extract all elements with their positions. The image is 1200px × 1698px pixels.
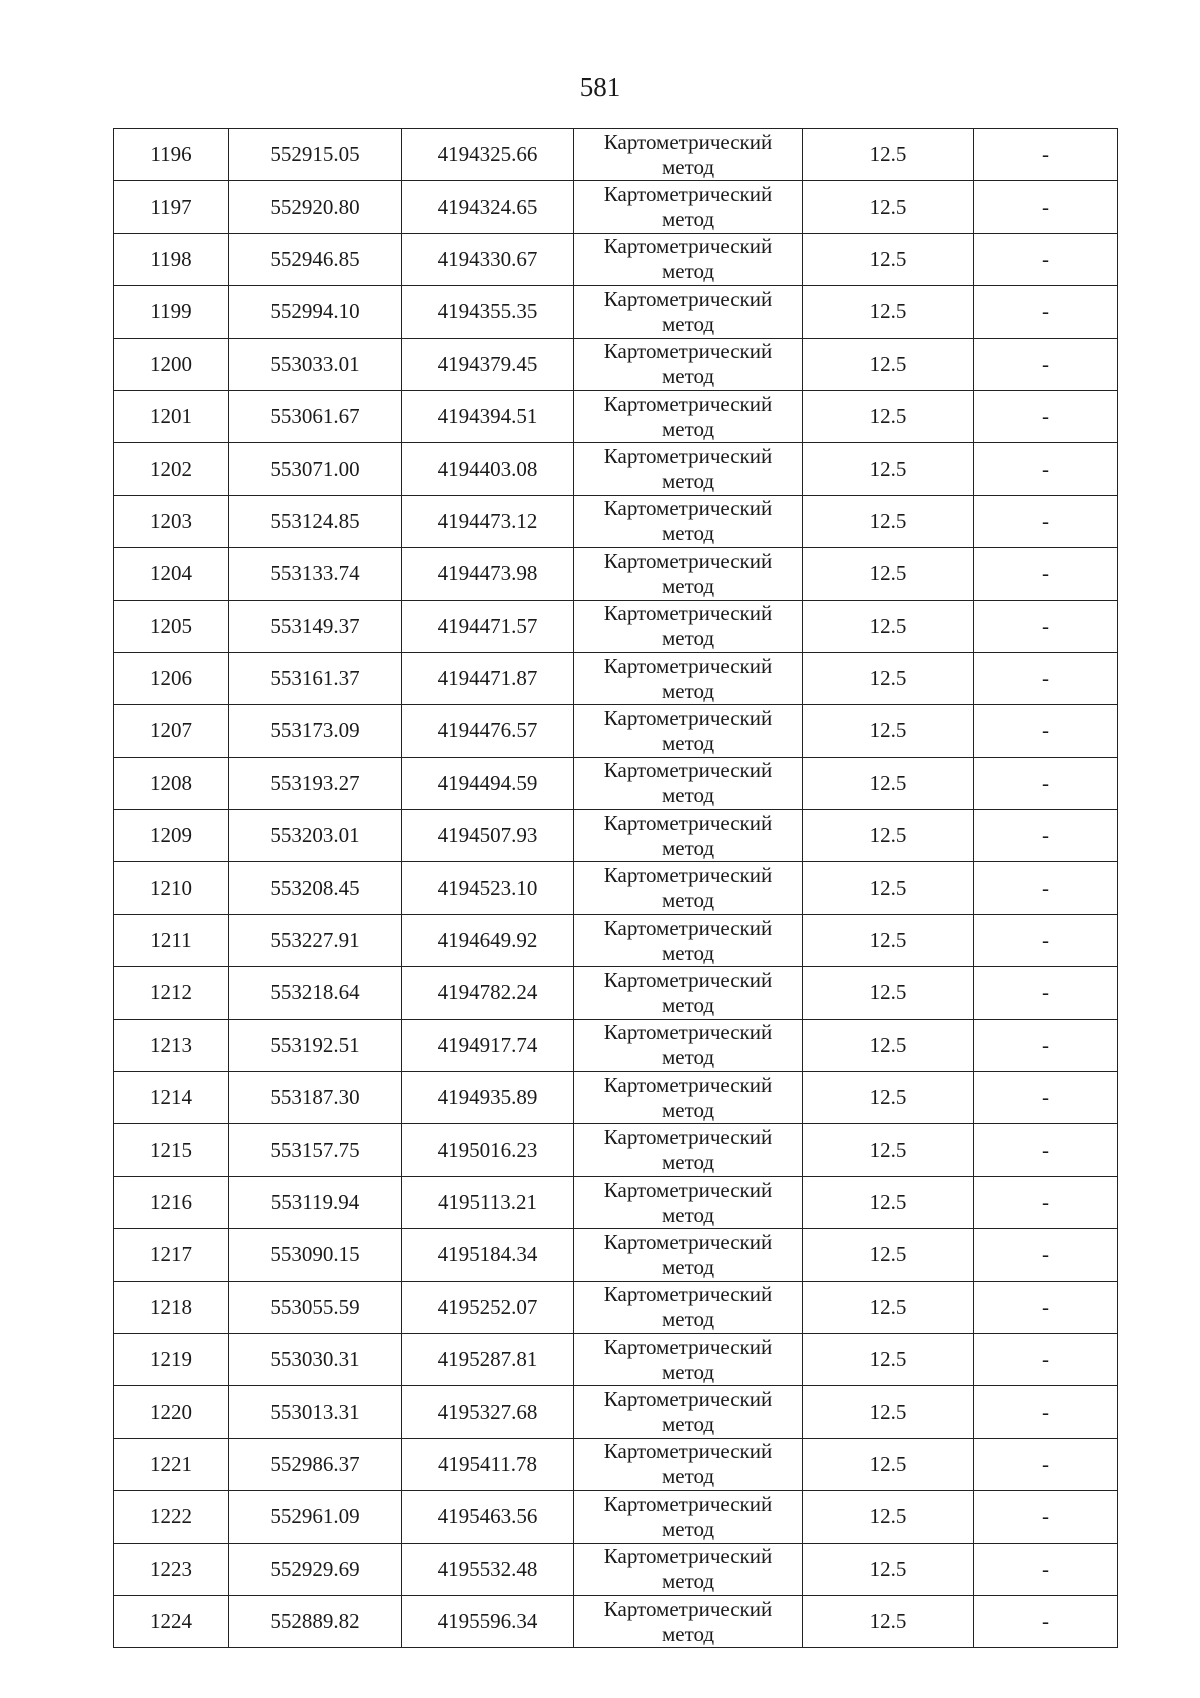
y-coordinate: 4194523.10 [402,862,574,914]
x-coordinate: 553203.01 [229,810,402,862]
point-number: 1196 [114,129,229,181]
determination-method [574,390,803,442]
method-line-1: Картометрический [603,1125,773,1150]
accuracy: 12.5 [803,286,974,338]
method-line-1: Картометрический [603,1020,773,1045]
table-row [114,1595,1118,1647]
x-coordinate: 553033.01 [229,338,402,390]
method-line-2: метод [661,1045,715,1070]
accuracy: 12.5 [803,967,974,1019]
note: - [974,1281,1118,1333]
point-number: 1208 [114,757,229,809]
y-coordinate: 4194403.08 [402,443,574,495]
point-number: 1214 [114,1072,229,1124]
method-line-2: метод [661,888,715,913]
table-row [114,757,1118,809]
y-coordinate: 4195184.34 [402,1229,574,1281]
table-row [114,1176,1118,1228]
method-line-2: метод [661,311,715,336]
y-coordinate: 4194394.51 [402,390,574,442]
table-row [114,1333,1118,1385]
determination-method [574,1019,803,1071]
y-coordinate: 4194473.98 [402,548,574,600]
point-number: 1212 [114,967,229,1019]
note: - [974,705,1118,757]
note: - [974,1176,1118,1228]
accuracy: 12.5 [803,1124,974,1176]
table-row [114,443,1118,495]
y-coordinate: 4194476.57 [402,705,574,757]
accuracy: 12.5 [803,810,974,862]
method-line-2: метод [661,1097,715,1122]
point-number: 1218 [114,1281,229,1333]
point-number: 1207 [114,705,229,757]
method-line-2: метод [661,1621,715,1646]
note: - [974,129,1118,181]
determination-method [574,1176,803,1228]
determination-method [574,495,803,547]
y-coordinate: 4195016.23 [402,1124,574,1176]
table-row [114,390,1118,442]
method-line-1: Картометрический [603,810,773,835]
accuracy: 12.5 [803,1176,974,1228]
accuracy: 12.5 [803,757,974,809]
x-coordinate: 553013.31 [229,1386,402,1438]
point-number: 1199 [114,286,229,338]
y-coordinate: 4194330.67 [402,233,574,285]
table-body [114,129,1118,1648]
x-coordinate: 552946.85 [229,233,402,285]
point-number: 1211 [114,914,229,966]
determination-method [574,1438,803,1490]
note: - [974,443,1118,495]
table-row [114,1019,1118,1071]
accuracy: 12.5 [803,338,974,390]
determination-method [574,548,803,600]
note: - [974,1124,1118,1176]
table-row [114,1438,1118,1490]
method-line-2: метод [661,1412,715,1437]
x-coordinate: 553187.30 [229,1072,402,1124]
table-row [114,286,1118,338]
note: - [974,390,1118,442]
table-row [114,1072,1118,1124]
accuracy: 12.5 [803,1543,974,1595]
method-line-1: Картометрический [603,758,773,783]
y-coordinate: 4194507.93 [402,810,574,862]
note: - [974,1019,1118,1071]
method-line-1: Картометрический [603,391,773,416]
note: - [974,181,1118,233]
determination-method [574,443,803,495]
method-line-1: Картометрический [603,705,773,730]
table-row [114,129,1118,181]
x-coordinate: 553208.45 [229,862,402,914]
y-coordinate: 4195252.07 [402,1281,574,1333]
point-number: 1213 [114,1019,229,1071]
method-line-1: Картометрический [603,286,773,311]
y-coordinate: 4195596.34 [402,1595,574,1647]
determination-method [574,233,803,285]
y-coordinate: 4194471.87 [402,652,574,704]
method-line-2: метод [661,783,715,808]
method-line-2: метод [661,626,715,651]
method-line-1: Картометрический [603,1387,773,1412]
coordinates-table [113,128,1118,1648]
point-number: 1215 [114,1124,229,1176]
determination-method [574,1333,803,1385]
x-coordinate: 553030.31 [229,1333,402,1385]
note: - [974,652,1118,704]
x-coordinate: 553055.59 [229,1281,402,1333]
note: - [974,862,1118,914]
table-row [114,810,1118,862]
point-number: 1220 [114,1386,229,1438]
note: - [974,1595,1118,1647]
note: - [974,495,1118,547]
point-number: 1204 [114,548,229,600]
y-coordinate: 4195113.21 [402,1176,574,1228]
accuracy: 12.5 [803,548,974,600]
method-line-1: Картометрический [603,863,773,888]
table-row [114,338,1118,390]
method-line-2: метод [661,940,715,965]
table-row [114,652,1118,704]
x-coordinate: 553124.85 [229,495,402,547]
method-line-1: Картометрический [603,653,773,678]
method-line-1: Картометрический [603,601,773,626]
determination-method [574,967,803,1019]
method-line-2: метод [661,1464,715,1489]
x-coordinate: 553192.51 [229,1019,402,1071]
x-coordinate: 553071.00 [229,443,402,495]
point-number: 1217 [114,1229,229,1281]
method-line-2: метод [661,730,715,755]
point-number: 1221 [114,1438,229,1490]
point-number: 1201 [114,390,229,442]
accuracy: 12.5 [803,862,974,914]
note: - [974,338,1118,390]
x-coordinate: 553090.15 [229,1229,402,1281]
determination-method [574,1229,803,1281]
determination-method [574,600,803,652]
note: - [974,914,1118,966]
y-coordinate: 4194649.92 [402,914,574,966]
note: - [974,1386,1118,1438]
accuracy: 12.5 [803,129,974,181]
point-number: 1224 [114,1595,229,1647]
determination-method [574,914,803,966]
point-number: 1210 [114,862,229,914]
table-row [114,1281,1118,1333]
note: - [974,967,1118,1019]
y-coordinate: 4194917.74 [402,1019,574,1071]
note: - [974,1543,1118,1595]
accuracy: 12.5 [803,390,974,442]
table-row [114,1491,1118,1543]
x-coordinate: 553227.91 [229,914,402,966]
method-line-2: метод [661,207,715,232]
x-coordinate: 552994.10 [229,286,402,338]
x-coordinate: 553149.37 [229,600,402,652]
point-number: 1198 [114,233,229,285]
y-coordinate: 4194935.89 [402,1072,574,1124]
y-coordinate: 4195327.68 [402,1386,574,1438]
table-row [114,1229,1118,1281]
determination-method [574,652,803,704]
note: - [974,1438,1118,1490]
point-number: 1219 [114,1333,229,1385]
accuracy: 12.5 [803,1438,974,1490]
note: - [974,757,1118,809]
method-line-2: метод [661,364,715,389]
determination-method [574,1491,803,1543]
method-line-1: Картометрический [603,129,773,154]
method-line-1: Картометрический [603,1544,773,1569]
determination-method [574,286,803,338]
table-row [114,1386,1118,1438]
point-number: 1209 [114,810,229,862]
accuracy: 12.5 [803,705,974,757]
accuracy: 12.5 [803,1386,974,1438]
y-coordinate: 4194471.57 [402,600,574,652]
accuracy: 12.5 [803,1333,974,1385]
x-coordinate: 553173.09 [229,705,402,757]
method-line-2: метод [661,469,715,494]
method-line-1: Картометрический [603,1596,773,1621]
y-coordinate: 4194494.59 [402,757,574,809]
method-line-1: Картометрический [603,915,773,940]
table-row [114,233,1118,285]
x-coordinate: 552889.82 [229,1595,402,1647]
y-coordinate: 4195532.48 [402,1543,574,1595]
x-coordinate: 553157.75 [229,1124,402,1176]
accuracy: 12.5 [803,443,974,495]
method-line-1: Картометрический [603,1229,773,1254]
note: - [974,810,1118,862]
table-row [114,705,1118,757]
accuracy: 12.5 [803,233,974,285]
determination-method [574,810,803,862]
accuracy: 12.5 [803,914,974,966]
point-number: 1205 [114,600,229,652]
table-row [114,1124,1118,1176]
determination-method [574,1124,803,1176]
method-line-2: метод [661,1516,715,1541]
x-coordinate: 552920.80 [229,181,402,233]
y-coordinate: 4195463.56 [402,1491,574,1543]
method-line-1: Картометрический [603,1439,773,1464]
note: - [974,1333,1118,1385]
method-line-1: Картометрический [603,1072,773,1097]
y-coordinate: 4194324.65 [402,181,574,233]
determination-method [574,338,803,390]
accuracy: 12.5 [803,600,974,652]
method-line-2: метод [661,573,715,598]
y-coordinate: 4194379.45 [402,338,574,390]
x-coordinate: 553061.67 [229,390,402,442]
accuracy: 12.5 [803,1019,974,1071]
determination-method [574,181,803,233]
y-coordinate: 4194325.66 [402,129,574,181]
determination-method [574,1281,803,1333]
y-coordinate: 4195411.78 [402,1438,574,1490]
method-line-2: метод [661,521,715,546]
method-line-1: Картометрический [603,1177,773,1202]
point-number: 1200 [114,338,229,390]
determination-method [574,1543,803,1595]
accuracy: 12.5 [803,1072,974,1124]
method-line-1: Картометрический [603,967,773,992]
accuracy: 12.5 [803,1595,974,1647]
x-coordinate: 552929.69 [229,1543,402,1595]
determination-method [574,705,803,757]
x-coordinate: 553133.74 [229,548,402,600]
determination-method [574,129,803,181]
x-coordinate: 552961.09 [229,1491,402,1543]
point-number: 1216 [114,1176,229,1228]
x-coordinate: 552915.05 [229,129,402,181]
point-number: 1202 [114,443,229,495]
table-row [114,495,1118,547]
x-coordinate: 552986.37 [229,1438,402,1490]
method-line-2: метод [661,1254,715,1279]
method-line-2: метод [661,1307,715,1332]
accuracy: 12.5 [803,1281,974,1333]
table-row [114,862,1118,914]
determination-method [574,1072,803,1124]
method-line-2: метод [661,678,715,703]
accuracy: 12.5 [803,1491,974,1543]
y-coordinate: 4194782.24 [402,967,574,1019]
method-line-2: метод [661,1202,715,1227]
note: - [974,548,1118,600]
note: - [974,1072,1118,1124]
note: - [974,1229,1118,1281]
method-line-1: Картометрический [603,234,773,259]
accuracy: 12.5 [803,181,974,233]
note: - [974,1491,1118,1543]
x-coordinate: 553193.27 [229,757,402,809]
y-coordinate: 4194473.12 [402,495,574,547]
determination-method [574,1595,803,1647]
method-line-2: метод [661,1569,715,1594]
method-line-2: метод [661,416,715,441]
method-line-1: Картометрический [603,1334,773,1359]
table-row [114,967,1118,1019]
point-number: 1197 [114,181,229,233]
method-line-1: Картометрический [603,548,773,573]
accuracy: 12.5 [803,652,974,704]
table-row [114,548,1118,600]
method-line-1: Картометрический [603,496,773,521]
y-coordinate: 4195287.81 [402,1333,574,1385]
table-row [114,1543,1118,1595]
note: - [974,233,1118,285]
table-row [114,181,1118,233]
method-line-2: метод [661,154,715,179]
determination-method [574,862,803,914]
determination-method [574,1386,803,1438]
method-line-1: Картометрический [603,444,773,469]
method-line-2: метод [661,1150,715,1175]
point-number: 1222 [114,1491,229,1543]
point-number: 1203 [114,495,229,547]
method-line-2: метод [661,992,715,1017]
method-line-2: метод [661,835,715,860]
accuracy: 12.5 [803,1229,974,1281]
table-row [114,914,1118,966]
note: - [974,286,1118,338]
method-line-1: Картометрический [603,182,773,207]
method-line-1: Картометрический [603,1491,773,1516]
point-number: 1206 [114,652,229,704]
determination-method [574,757,803,809]
y-coordinate: 4194355.35 [402,286,574,338]
x-coordinate: 553218.64 [229,967,402,1019]
accuracy: 12.5 [803,495,974,547]
table-row [114,600,1118,652]
page-number: 581 [579,72,621,102]
point-number: 1223 [114,1543,229,1595]
method-line-1: Картометрический [603,1282,773,1307]
x-coordinate: 553119.94 [229,1176,402,1228]
note: - [974,600,1118,652]
method-line-2: метод [661,1359,715,1384]
method-line-1: Картометрический [603,339,773,364]
method-line-2: метод [661,259,715,284]
x-coordinate: 553161.37 [229,652,402,704]
